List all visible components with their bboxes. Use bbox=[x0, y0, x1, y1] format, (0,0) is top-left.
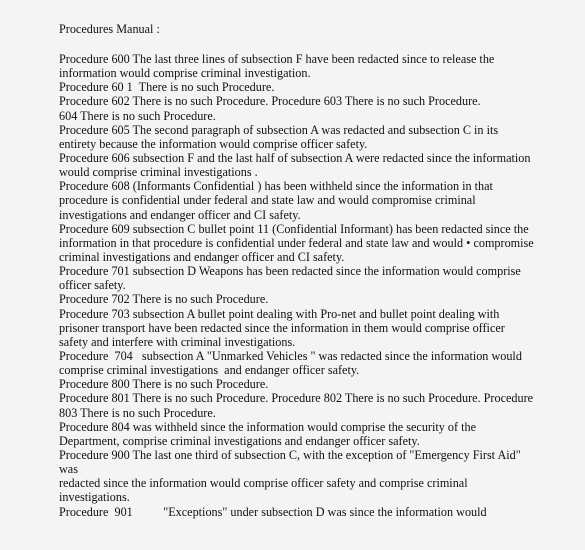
text-line: safety and interfere with criminal investigations. bbox=[59, 334, 296, 349]
text-line: investigations. bbox=[59, 490, 130, 505]
text-line: comprise criminal investigations and endanger officer safety. bbox=[59, 363, 360, 378]
text-line: Procedure 804 was withheld since the information would comprise the security of the bbox=[59, 419, 476, 434]
document-heading: Procedures Manual : bbox=[59, 22, 160, 36]
text-line: Procedure 608 (Informants Confidential ) has been withheld since the information in that bbox=[59, 179, 493, 194]
text-line: Procedure 702 There is no such Procedure. bbox=[59, 292, 269, 307]
text-line: Procedure 701 subsection D Weapons has been redacted since the information would comprise bbox=[59, 264, 521, 279]
text-line: entirety because the information would comprise officer safety. bbox=[59, 136, 368, 151]
text-line: Procedure 801 There is no such Procedure. Procedure 802 There is no such Procedure. Procedure bbox=[59, 391, 534, 406]
text-line: Procedure 609 subsection C bullet point 11 (Confidential Informant) has been redacted since the bbox=[59, 221, 529, 236]
text-line: Procedure 600 The last three lines of subsection F have been redacted since to release the bbox=[59, 52, 495, 66]
text-line: information in that procedure is confidential under federal and state law and would • compromise bbox=[59, 235, 534, 250]
text-line: procedure is confidential under federal and state law and would compromise criminal bbox=[59, 193, 476, 208]
text-line: criminal investigations and endanger officer and CI safety. bbox=[59, 249, 345, 264]
text-line: Department, comprise criminal investigations and endanger officer safety. bbox=[59, 433, 420, 448]
text-line: Procedure 606 subsection F and the last half of subsection A were redacted since the information bbox=[59, 150, 531, 165]
document-body bbox=[59, 52, 559, 519]
text-line: prisoner transport have been redacted since the information in them would comprise officer bbox=[59, 320, 505, 335]
text-line: officer safety. bbox=[59, 278, 126, 293]
text-line: Procedure 901 "Exceptions" under subsection D was since the information would bbox=[59, 504, 487, 519]
text-line: information would comprise criminal investigation. bbox=[59, 66, 311, 81]
text-line: would comprise criminal investigations . bbox=[59, 165, 258, 180]
text-line: 803 There is no such Procedure. bbox=[59, 405, 216, 420]
text-line: was bbox=[59, 462, 78, 477]
text-line: investigations and endanger officer and CI safety. bbox=[59, 207, 301, 222]
text-line: Procedure 900 The last one third of subsection C, with the exception of "Emergency First Aid" bbox=[59, 447, 521, 462]
text-line: 604 There is no such Procedure. bbox=[59, 108, 216, 123]
text-line: Procedure 602 There is no such Procedure. Procedure 603 There is no such Procedure. bbox=[59, 94, 481, 109]
text-line: redacted since the information would comprise officer safety and comprise criminal bbox=[59, 476, 468, 491]
text-line: Procedure 60 1 There is no such Procedure. bbox=[59, 80, 275, 95]
text-line: Procedure 704 subsection A "Unmarked Vehicles " was redacted since the information would bbox=[59, 348, 522, 363]
text-line: Procedure 703 subsection A bullet point dealing with Pro-net and bullet point dealing with bbox=[59, 306, 500, 321]
text-line: Procedure 800 There is no such Procedure. bbox=[59, 377, 269, 392]
text-line: Procedure 605 The second paragraph of subsection A was redacted and subsection C in its bbox=[59, 122, 499, 137]
